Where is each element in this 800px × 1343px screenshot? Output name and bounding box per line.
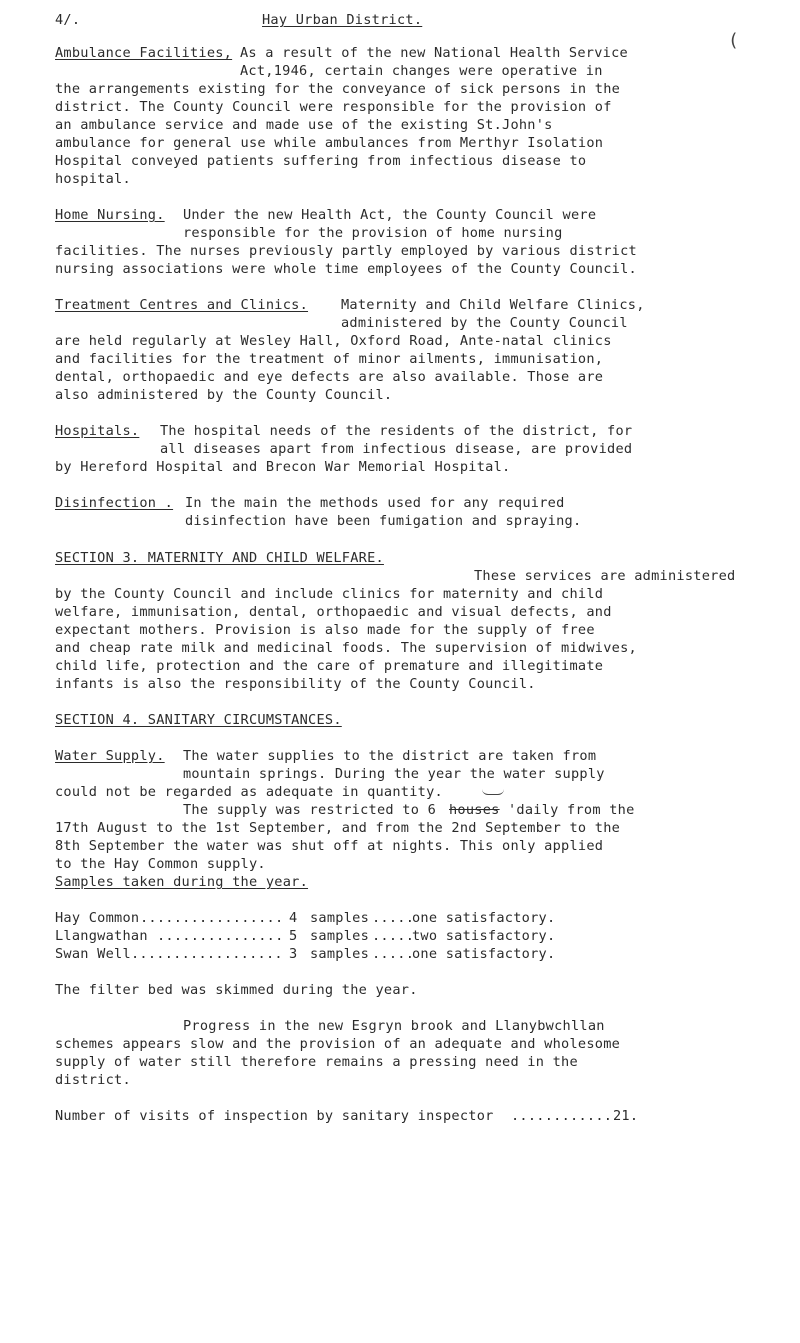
water-line-3: could not be regarded as adequate in quantity. — [55, 784, 443, 800]
hospitals-line-3: by Hereford Hospital and Brecon War Memorial Hospital. — [55, 459, 511, 475]
sample-unit: samples — [310, 910, 370, 926]
home-nursing-line-4: nursing associations were whole time employees of the County Council. — [55, 261, 637, 277]
home-nursing-line-2: responsible for the provision of home nursing — [183, 225, 563, 241]
sample-count: 4 — [289, 910, 298, 926]
treatment-line-3: are held regularly at Wesley Hall, Oxford Road, Ante-natal clinics — [55, 333, 612, 349]
sample-count: 5 — [289, 928, 298, 944]
visits-dots: ............ — [511, 1108, 613, 1124]
section3-line-4: expectant mothers. Provision is also made for the supply of free — [55, 622, 595, 638]
progress-line-2: schemes appears slow and the provision of an adequate and wholesome — [55, 1036, 621, 1052]
sample-dots: ..... — [372, 946, 415, 962]
hospitals-line-1: The hospital needs of the residents of the district, for — [160, 423, 633, 439]
water-line-5: 17th August to the 1st September, and from the 2nd September to the — [55, 820, 621, 836]
section3-line-2: by the County Council and include clinics for maternity and child — [55, 586, 604, 602]
sample-result: one satisfactory. — [412, 946, 556, 962]
hospitals-line-2: all diseases apart from infectious disease, are provided — [160, 441, 633, 457]
water-line-1: The water supplies to the district are taken from — [183, 748, 597, 764]
handwritten-scribble — [482, 786, 504, 795]
sample-dots: ............... — [157, 928, 284, 944]
water-line-4b: 'daily from the — [508, 802, 635, 818]
home-nursing-line-3: facilities. The nurses previously partly employed by various district — [55, 243, 637, 259]
sample-unit: samples — [310, 946, 370, 962]
section3-line-6: child life, protection and the care of premature and illegitimate — [55, 658, 604, 674]
water-line-7: to the Hay Common supply. — [55, 856, 266, 872]
section3-line-3: welfare, immunisation, dental, orthopaedic and visual defects, and — [55, 604, 612, 620]
disinfection-line-2: disinfection have been fumigation and spraying. — [185, 513, 582, 529]
filter-bed-line: The filter bed was skimmed during the year. — [55, 982, 418, 998]
section3-line-7: infants is also the responsibility of the County Council. — [55, 676, 536, 692]
sample-result: one satisfactory. — [412, 910, 556, 926]
ambulance-heading: Ambulance Facilities, — [55, 45, 233, 61]
progress-line-3: supply of water still therefore remains a pressing need in the — [55, 1054, 578, 1070]
section3-line-1: These services are administered — [474, 568, 736, 584]
ambulance-line-5: an ambulance service and made use of the existing St.John's — [55, 117, 553, 133]
sample-result: two satisfactory. — [412, 928, 556, 944]
home-nursing-heading: Home Nursing. — [55, 207, 165, 223]
ambulance-line-4: district. The County Council were responsible for the provision of — [55, 99, 612, 115]
sample-dots: ..... — [372, 910, 415, 926]
water-line-6: 8th September the water was shut off at nights. This only applied — [55, 838, 604, 854]
disinfection-heading: Disinfection . — [55, 495, 174, 511]
sample-source: Llangwathan — [55, 928, 148, 944]
margin-mark: ( — [728, 30, 739, 51]
visits-label: Number of visits of inspection by sanitary inspector — [55, 1108, 494, 1124]
sample-count: 3 — [289, 946, 298, 962]
page-number: 4/. — [55, 12, 81, 28]
ambulance-line-2: Act,1946, certain changes were operative in — [240, 63, 603, 79]
sample-dots: .................. — [131, 946, 283, 962]
sample-dots: ................. — [140, 910, 284, 926]
treatment-line-5: dental, orthopaedic and eye defects are also available. Those are — [55, 369, 604, 385]
water-line-4: The supply was restricted to 6 — [183, 802, 445, 818]
progress-line-1: Progress in the new Esgryn brook and Llanybwchllan — [183, 1018, 605, 1034]
section3-heading: SECTION 3. MATERNITY AND CHILD WELFARE. — [55, 550, 384, 566]
district-title: Hay Urban District. — [262, 12, 423, 28]
section4-heading: SECTION 4. SANITARY CIRCUMSTANCES. — [55, 712, 342, 728]
struck-word: houses — [449, 802, 500, 818]
treatment-line-6: also administered by the County Council. — [55, 387, 393, 403]
home-nursing-line-1: Under the new Health Act, the County Council were — [183, 207, 597, 223]
samples-heading: Samples taken during the year. — [55, 874, 309, 890]
visits-value: 21. — [613, 1108, 639, 1124]
sample-source: Swan Well — [55, 946, 131, 962]
ambulance-line-3: the arrangements existing for the conveyance of sick persons in the — [55, 81, 621, 97]
section3-line-5: and cheap rate milk and medicinal foods. The supervision of midwives, — [55, 640, 637, 656]
ambulance-line-7: Hospital conveyed patients suffering from infectious disease to — [55, 153, 587, 169]
water-line-2: mountain springs. During the year the water supply — [183, 766, 605, 782]
ambulance-line-1: As a result of the new National Health Service — [240, 45, 628, 61]
treatment-line-1: Maternity and Child Welfare Clinics, — [341, 297, 645, 313]
ambulance-line-6: ambulance for general use while ambulances from Merthyr Isolation — [55, 135, 604, 151]
sample-unit: samples — [310, 928, 370, 944]
sample-dots: ..... — [372, 928, 415, 944]
hospitals-heading: Hospitals. — [55, 423, 140, 439]
ambulance-line-8: hospital. — [55, 171, 131, 187]
treatment-heading: Treatment Centres and Clinics. — [55, 297, 309, 313]
treatment-line-4: and facilities for the treatment of minor ailments, immunisation, — [55, 351, 604, 367]
progress-line-4: district. — [55, 1072, 131, 1088]
treatment-line-2: administered by the County Council — [341, 315, 628, 331]
disinfection-line-1: In the main the methods used for any required — [185, 495, 565, 511]
sample-source: Hay Common — [55, 910, 140, 926]
water-supply-heading: Water Supply. — [55, 748, 165, 764]
